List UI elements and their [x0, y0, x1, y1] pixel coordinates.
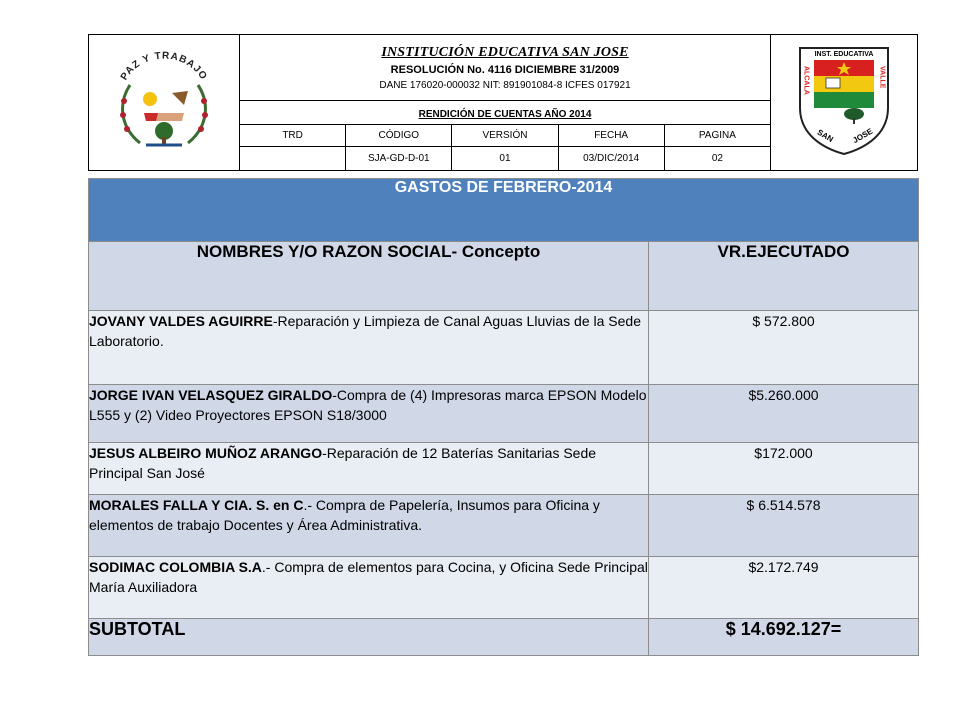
- meta-value-fecha: 03/DIC/2014: [558, 147, 664, 171]
- supplier-name: JESUS ALBEIRO MUÑOZ ARANGO: [89, 445, 323, 461]
- meta-value-trd: [240, 147, 346, 171]
- executed-value: $ 6.514.578: [649, 495, 919, 557]
- document-header: [88, 34, 918, 171]
- peace-work-emblem-icon: [100, 41, 228, 159]
- table-title: GASTOS DE FEBRERO-2014: [89, 179, 919, 242]
- expense-concept: -Compra de (4) Impresoras marca EPSON Modelo L555 y (2) Video Proyectores EPSON S18/3000: [89, 387, 647, 423]
- dane-nit-icfes: DANE 176020-000032 NIT: 891901084-8 ICFES 017921: [379, 79, 631, 91]
- crest-bottom-left-text: SAN: [815, 127, 835, 144]
- column-header-value: VR.EJECUTADO: [649, 242, 919, 311]
- row-description: [89, 495, 649, 557]
- seal-motto-text: PAZ Y TRABAJO: [118, 50, 210, 83]
- table-row: [89, 557, 919, 619]
- supplier-name: SODIMAC COLOMBIA S.A: [89, 559, 262, 575]
- school-seal-logo: [89, 35, 240, 171]
- row-description: [89, 385, 649, 443]
- subtotal-row: [89, 619, 919, 656]
- table-row: [89, 443, 919, 495]
- resolution-text: RESOLUCIÓN No. 4116 DICIEMBRE 31/2009: [390, 63, 620, 76]
- row-description: [89, 443, 649, 495]
- crest-top-text: INST. EDUCATIVA: [814, 51, 874, 58]
- crest-shield-icon: [796, 44, 892, 156]
- expense-concept: .- Compra de Papelería, Insumos para Oficina y elementos de trabajo Docentes y Área Administrativa.: [89, 497, 600, 533]
- institution-info: [240, 35, 771, 101]
- meta-header-codigo: CÓDIGO: [346, 125, 452, 147]
- meta-value-codigo: SJA-GD-D-01: [346, 147, 452, 171]
- executed-value: $2.172.749: [649, 557, 919, 619]
- supplier-name: JORGE IVAN VELASQUEZ GIRALDO: [89, 387, 333, 403]
- report-title-cell: [240, 101, 771, 125]
- expense-concept: .- Compra de elementos para Cocina, y Oficina Sede Principal María Auxiliadora: [89, 559, 648, 595]
- svg-text:PAZ Y TRABAJO: [119, 50, 209, 82]
- row-description: [89, 557, 649, 619]
- expenses-table: [88, 178, 919, 656]
- expense-concept: -Reparación y Limpieza de Canal Aguas Lluvias de la Sede Laboratorio.: [89, 313, 641, 349]
- meta-value-version: 01: [452, 147, 558, 171]
- report-title: RENDICIÓN DE CUENTAS AÑO 2014: [418, 108, 592, 120]
- subtotal-value: $ 14.692.127=: [649, 619, 919, 656]
- meta-header-fecha: FECHA: [558, 125, 664, 147]
- executed-value: $172.000: [649, 443, 919, 495]
- supplier-name: JOVANY VALDES AGUIRRE: [89, 313, 273, 329]
- meta-header-pagina: PAGINA: [664, 125, 770, 147]
- crest-bottom-right-text: JOSE: [851, 126, 875, 146]
- expense-concept: -Reparación de 12 Baterías Sanitarias Sede Principal San José: [89, 445, 597, 481]
- row-description: [89, 311, 649, 385]
- institution-name: INSTITUCIÓN EDUCATIVA SAN JOSE: [381, 44, 629, 60]
- table-row: [89, 385, 919, 443]
- crest-right-text: VALLE: [878, 66, 886, 89]
- meta-header-version: VERSIÓN: [452, 125, 558, 147]
- subtotal-label: SUBTOTAL: [89, 619, 649, 656]
- executed-value: $5.260.000: [649, 385, 919, 443]
- column-header-name: NOMBRES Y/O RAZON SOCIAL- Concepto: [89, 242, 649, 311]
- crest-left-text: ALCALA: [802, 66, 810, 95]
- school-crest: [771, 35, 918, 171]
- executed-value: $ 572.800: [649, 311, 919, 385]
- table-row: [89, 311, 919, 385]
- supplier-name: MORALES FALLA Y CIA. S. en C: [89, 497, 304, 513]
- meta-value-pagina: 02: [664, 147, 770, 171]
- table-row: [89, 495, 919, 557]
- meta-header-trd: TRD: [240, 125, 346, 147]
